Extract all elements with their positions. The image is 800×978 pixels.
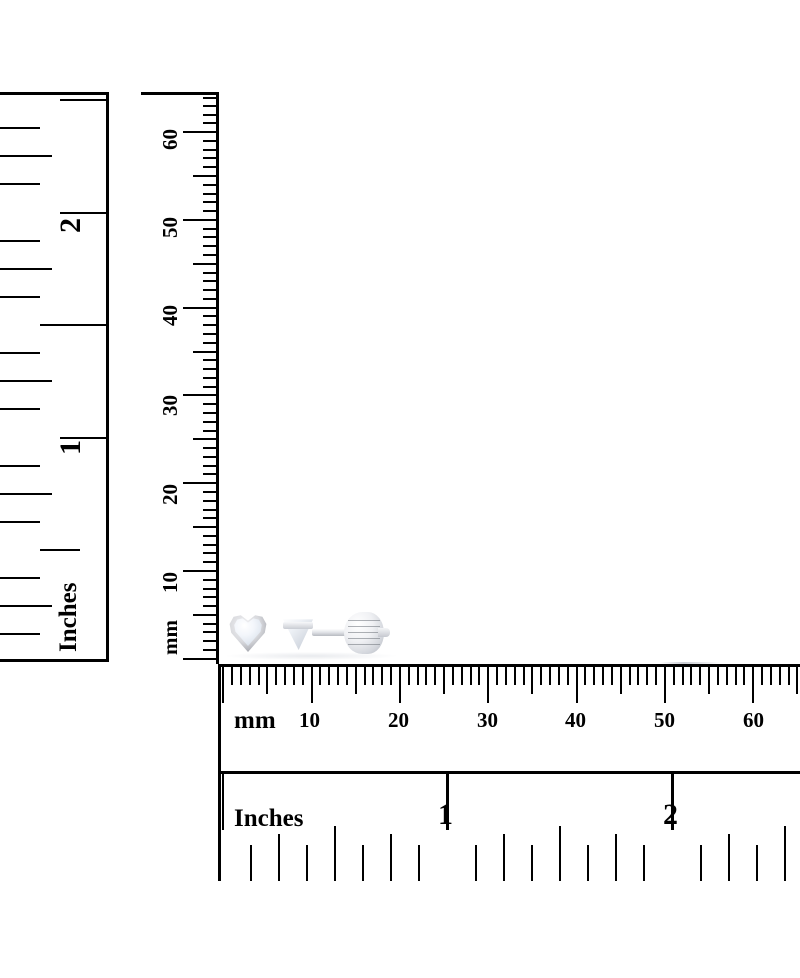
mm-tick	[203, 588, 219, 590]
mm-tick	[203, 333, 219, 335]
mm-tick	[203, 359, 219, 361]
mm-tick	[203, 473, 219, 475]
bottom-inch-label-1: 1	[438, 798, 453, 831]
mm-tick	[203, 509, 219, 511]
mm-tick	[337, 667, 339, 685]
mm-tick-15	[355, 667, 357, 694]
mm-tick-45	[620, 667, 622, 694]
inch-tick-medium	[0, 493, 52, 495]
bottom-inch-label-2: 2	[663, 798, 678, 831]
bottom-mm-label-50: 50	[654, 708, 675, 732]
mm-tick	[203, 421, 219, 423]
mm-tick	[203, 324, 219, 326]
mm-tick	[496, 667, 498, 685]
inch-tick-eighth	[475, 845, 477, 881]
inch-tick-short	[0, 352, 40, 354]
inch-tick-eighth	[700, 845, 702, 881]
left-mm-label-30: 30	[158, 395, 182, 416]
mm-tick	[567, 667, 569, 685]
mm-tick	[505, 667, 507, 685]
mm-tick	[203, 166, 219, 168]
mm-tick	[390, 667, 392, 685]
mm-tick	[203, 272, 219, 274]
mm-tick	[523, 667, 525, 685]
left-mm-label-10: 10	[158, 572, 182, 593]
mm-tick	[637, 667, 639, 685]
mm-tick	[611, 667, 613, 685]
inch-tick-short	[0, 296, 40, 298]
mm-tick	[203, 140, 219, 142]
inch-tick-eighth	[587, 845, 589, 881]
mm-tick	[203, 456, 219, 458]
mm-tick	[584, 667, 586, 685]
mm-tick	[203, 184, 219, 186]
mm-tick-30	[183, 394, 219, 396]
bottom-mm-unit-label: mm	[234, 707, 276, 734]
left-inch-label-2: 2	[54, 218, 87, 233]
mm-tick-40	[576, 667, 578, 703]
left-inch-ruler-top-cap	[0, 92, 108, 95]
mm-tick-0	[222, 667, 224, 703]
inch-tick-quarter	[615, 834, 617, 881]
mm-tick	[203, 377, 219, 379]
bottom-mm-label-20: 20	[388, 708, 409, 732]
inch-tick-quarter	[728, 834, 730, 881]
inch-tick-medium	[0, 605, 52, 607]
mm-tick-20	[183, 482, 219, 484]
inch-tick-medium	[0, 155, 52, 157]
bottom-inch-ruler-edge	[218, 771, 800, 774]
inch-tick-eighth	[418, 845, 420, 881]
mm-tick	[417, 667, 419, 685]
mm-tick	[203, 386, 219, 388]
inch-tick-quarter	[278, 834, 280, 881]
inch-tick-long	[60, 99, 108, 101]
mm-tick	[203, 552, 219, 554]
bottom-mm-ruler-edge	[218, 664, 800, 667]
mm-tick	[549, 667, 551, 685]
mm-tick	[761, 667, 763, 685]
mm-tick	[690, 667, 692, 685]
mm-tick	[735, 667, 737, 685]
mm-tick	[284, 667, 286, 685]
mm-tick	[275, 667, 277, 685]
mm-tick	[655, 667, 657, 685]
mm-tick	[302, 667, 304, 685]
left-mm-label-40: 40	[158, 305, 182, 326]
gem-sparkle-highlight	[241, 622, 248, 629]
mm-tick	[231, 667, 233, 685]
inch-tick-short	[0, 577, 40, 579]
mm-tick-50	[183, 219, 219, 221]
mm-tick-25	[443, 667, 445, 694]
mm-tick	[319, 667, 321, 685]
inch-tick-short	[0, 408, 40, 410]
mm-tick	[203, 623, 219, 625]
mm-tick	[203, 342, 219, 344]
mm-tick	[203, 649, 219, 651]
mm-tick-60	[183, 131, 219, 133]
mm-tick-35	[193, 351, 219, 353]
mm-tick	[203, 298, 219, 300]
mm-tick	[293, 667, 295, 685]
mm-tick	[717, 667, 719, 685]
opal-heart-stone	[233, 616, 263, 646]
mm-tick	[203, 517, 219, 519]
mm-tick	[203, 500, 219, 502]
inch-tick-quarter	[503, 834, 505, 881]
mm-tick	[203, 122, 219, 124]
screw-back-tail	[378, 628, 390, 637]
mm-tick	[203, 447, 219, 449]
mm-tick-0	[183, 658, 219, 660]
inch-tick-long	[60, 437, 108, 439]
left-mm-label-20: 20	[158, 484, 182, 505]
mm-tick	[203, 97, 219, 99]
inch-tick-short	[0, 633, 40, 635]
screw-back-nut	[344, 612, 388, 654]
left-mm-label-60: 60	[158, 129, 182, 150]
inch-tick-eighth	[756, 845, 758, 881]
mm-tick-60	[752, 667, 754, 703]
left-mm-unit-label: mm	[158, 620, 182, 655]
inch-tick-medium	[0, 268, 52, 270]
inch-tick-short	[0, 240, 40, 242]
mm-tick	[203, 201, 219, 203]
mm-tick	[408, 667, 410, 685]
left-mm-ruler-top-cap	[141, 92, 219, 95]
mm-tick-5	[193, 614, 219, 616]
mm-tick	[646, 667, 648, 685]
inch-tick-eighth	[306, 845, 308, 881]
mm-tick	[593, 667, 595, 685]
inch-tick-eighth	[643, 845, 645, 881]
mm-tick	[364, 667, 366, 685]
mm-tick	[203, 605, 219, 607]
bottom-inch-ruler-left-edge	[218, 771, 221, 881]
mm-tick	[452, 667, 454, 685]
mm-tick	[381, 667, 383, 685]
mm-tick	[726, 667, 728, 685]
mm-tick	[425, 667, 427, 685]
mm-tick-65	[796, 667, 798, 694]
mm-tick	[699, 667, 701, 685]
mm-tick	[240, 667, 242, 685]
mm-tick	[203, 210, 219, 212]
mm-tick	[514, 667, 516, 685]
screw-back-ridge	[348, 638, 380, 639]
mm-tick-55	[193, 175, 219, 177]
gem-girdle	[283, 622, 313, 629]
mm-tick	[602, 667, 604, 685]
mm-tick	[779, 667, 781, 685]
left-inch-label-1: 1	[54, 440, 87, 455]
screw-back-ridge	[348, 626, 380, 627]
screw-back-ridge	[348, 620, 380, 621]
mm-tick	[203, 289, 219, 291]
inch-tick-short	[0, 183, 40, 185]
mm-tick-30	[487, 667, 489, 703]
mm-tick	[203, 640, 219, 642]
screw-back-ridge	[348, 644, 380, 645]
bottom-mm-label-40: 40	[565, 708, 586, 732]
mm-tick	[203, 465, 219, 467]
mm-tick	[470, 667, 472, 685]
bottom-inch-unit-label: Inches	[234, 805, 304, 832]
mm-tick-50	[664, 667, 666, 703]
mm-tick-45	[193, 263, 219, 265]
mm-tick	[249, 667, 251, 685]
mm-tick	[203, 579, 219, 581]
bottom-mm-label-30: 30	[477, 708, 498, 732]
inch-tick-eighth	[250, 845, 252, 881]
mm-tick-35	[531, 667, 533, 694]
mm-tick	[203, 245, 219, 247]
inch-tick-half	[334, 826, 336, 881]
mm-tick	[770, 667, 772, 685]
mm-tick	[203, 236, 219, 238]
left-inch-unit-label: Inches	[55, 582, 82, 652]
screw-back-ridge	[348, 632, 380, 633]
mm-tick	[203, 368, 219, 370]
mm-tick	[372, 667, 374, 685]
mm-tick	[743, 667, 745, 685]
mm-tick-25	[193, 438, 219, 440]
mm-tick	[203, 403, 219, 405]
inch-tick-eighth	[362, 845, 364, 881]
mm-tick	[558, 667, 560, 685]
mm-tick	[203, 228, 219, 230]
mm-tick	[203, 105, 219, 107]
mm-tick-40	[183, 307, 219, 309]
inch-tick-quarter	[390, 834, 392, 881]
heart-gemstone-front-view	[228, 612, 268, 656]
mm-tick	[203, 491, 219, 493]
mm-tick	[629, 667, 631, 685]
left-inch-ruler-edge	[106, 92, 109, 662]
inch-tick-short	[0, 127, 40, 129]
inch-tick-short	[0, 465, 40, 467]
mm-tick	[673, 667, 675, 685]
mm-tick	[203, 631, 219, 633]
mm-tick	[788, 667, 790, 685]
inch-tick-long	[40, 324, 108, 326]
inch-tick-0	[222, 774, 224, 830]
inch-tick-long	[40, 549, 80, 551]
mm-tick-15	[193, 526, 219, 528]
mm-tick	[203, 535, 219, 537]
inch-tick-half	[784, 826, 786, 881]
inch-tick-long	[60, 212, 108, 214]
mm-tick	[203, 114, 219, 116]
inch-tick-eighth	[531, 845, 533, 881]
bottom-mm-label-10: 10	[299, 708, 320, 732]
mm-tick	[203, 193, 219, 195]
inch-tick-short	[0, 521, 40, 523]
mm-tick	[203, 561, 219, 563]
mm-tick	[203, 315, 219, 317]
mm-tick	[346, 667, 348, 685]
mm-tick-20	[399, 667, 401, 703]
mm-tick	[203, 280, 219, 282]
mm-tick	[258, 667, 260, 685]
mm-tick-5	[266, 667, 268, 694]
left-mm-label-50: 50	[158, 217, 182, 238]
mm-tick	[478, 667, 480, 685]
mm-tick	[434, 667, 436, 685]
mm-tick	[203, 596, 219, 598]
inch-tick-medium	[0, 380, 52, 382]
mm-tick	[203, 412, 219, 414]
mm-tick	[203, 544, 219, 546]
mm-tick	[203, 254, 219, 256]
mm-tick-10	[183, 570, 219, 572]
mm-tick-55	[708, 667, 710, 694]
mm-tick	[328, 667, 330, 685]
left-inch-ruler-bottom-cap	[0, 659, 108, 662]
mm-tick	[461, 667, 463, 685]
mm-tick-10	[311, 667, 313, 703]
inch-tick-half	[559, 826, 561, 881]
bottom-mm-label-60: 60	[743, 708, 764, 732]
mm-tick	[682, 667, 684, 685]
mm-tick	[540, 667, 542, 685]
mm-tick	[203, 430, 219, 432]
bottom-mm-ruler-left-edge	[218, 664, 221, 774]
mm-tick	[203, 157, 219, 159]
mm-tick	[203, 149, 219, 151]
